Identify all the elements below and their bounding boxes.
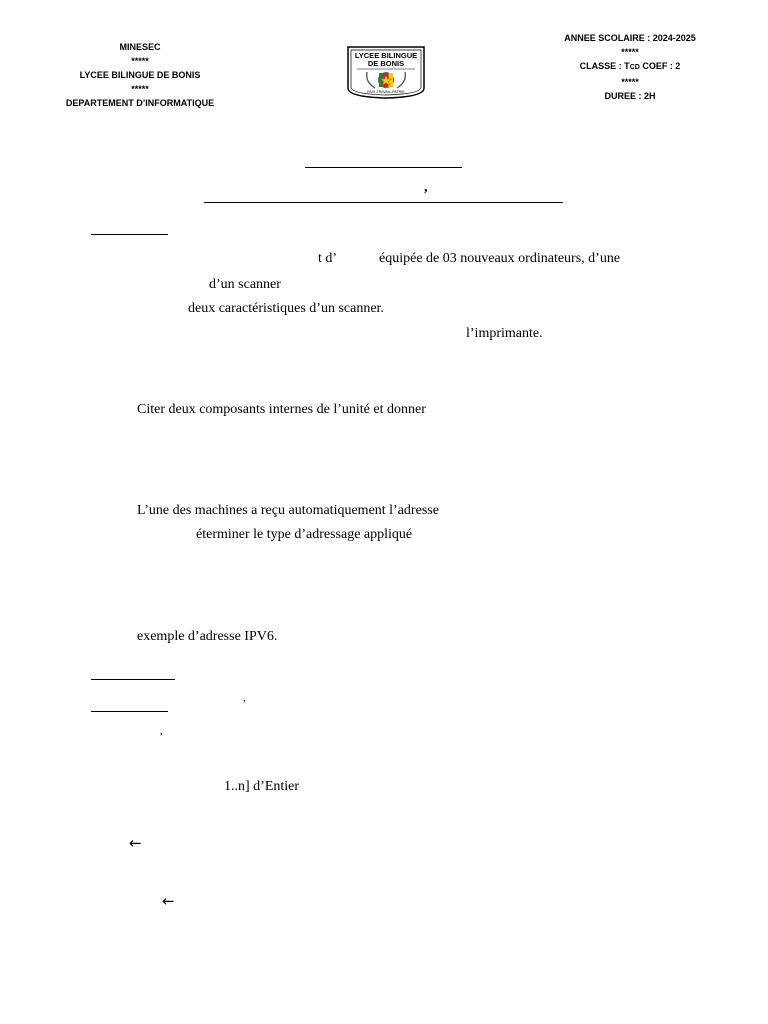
ministry-name: MINESEC [119, 42, 161, 52]
logo-motto: PAIX-TRAVAIL-PATRIE [367, 90, 405, 94]
comma-mark: , [160, 725, 163, 737]
body-line-7: éterminer le type d’adressage appliqué [196, 527, 413, 542]
comma-mark: , [243, 692, 246, 704]
body-line-5: Citer deux composants internes de l’unité et donner [137, 402, 426, 417]
body-line-1b: équipée de 03 nouveaux ordinateurs, d’une [379, 251, 621, 266]
logo-text-line1: LYCEE BILINGUE [354, 51, 418, 60]
body-line-3: deux caractéristiques d’un scanner. [188, 301, 384, 316]
body-line-8: exemple d’adresse IPV6. [137, 629, 278, 644]
class-subscript: CD [629, 64, 640, 71]
school-logo [345, 44, 427, 100]
title-underline [305, 167, 462, 168]
class-prefix: CLASSE : T [579, 61, 630, 71]
logo-text-line2: DE BONIS [367, 59, 405, 68]
separator: ***** [621, 47, 639, 57]
body-line-1a: t d’ [318, 251, 338, 266]
body-line-6: L’une des machines a reçu automatiquement l’adresse [137, 503, 439, 518]
left-arrow-icon: ← [129, 834, 142, 852]
body-line-2: d’un scanner [209, 277, 281, 292]
section-2-sub-underline [91, 711, 168, 712]
body-line-4: l’imprimante. [466, 326, 543, 341]
separator: ***** [131, 84, 149, 94]
coef: COEF : 2 [639, 61, 681, 71]
subtitle-underline [204, 202, 563, 203]
left-arrow-icon: ← [162, 892, 175, 910]
school-name: LYCEE BILINGUE DE BONIS [79, 70, 201, 80]
header-left [40, 40, 240, 110]
section-heading-underline [91, 234, 168, 235]
class-coef [540, 59, 720, 75]
school-year: ANNEE SCOLAIRE : 2024-2025 [564, 33, 696, 43]
separator: ***** [621, 77, 639, 87]
school-logo-graphic [345, 44, 427, 100]
body-line-9: 1..n] d’Entier [224, 779, 300, 794]
exam-duration: DUREE : 2H [604, 91, 656, 101]
title-comma: , [424, 180, 428, 195]
department-name: DEPARTEMENT D’INFORMATIQUE [65, 98, 215, 108]
section-2-underline [91, 679, 175, 680]
separator: ***** [131, 56, 149, 66]
header-right [540, 31, 720, 103]
